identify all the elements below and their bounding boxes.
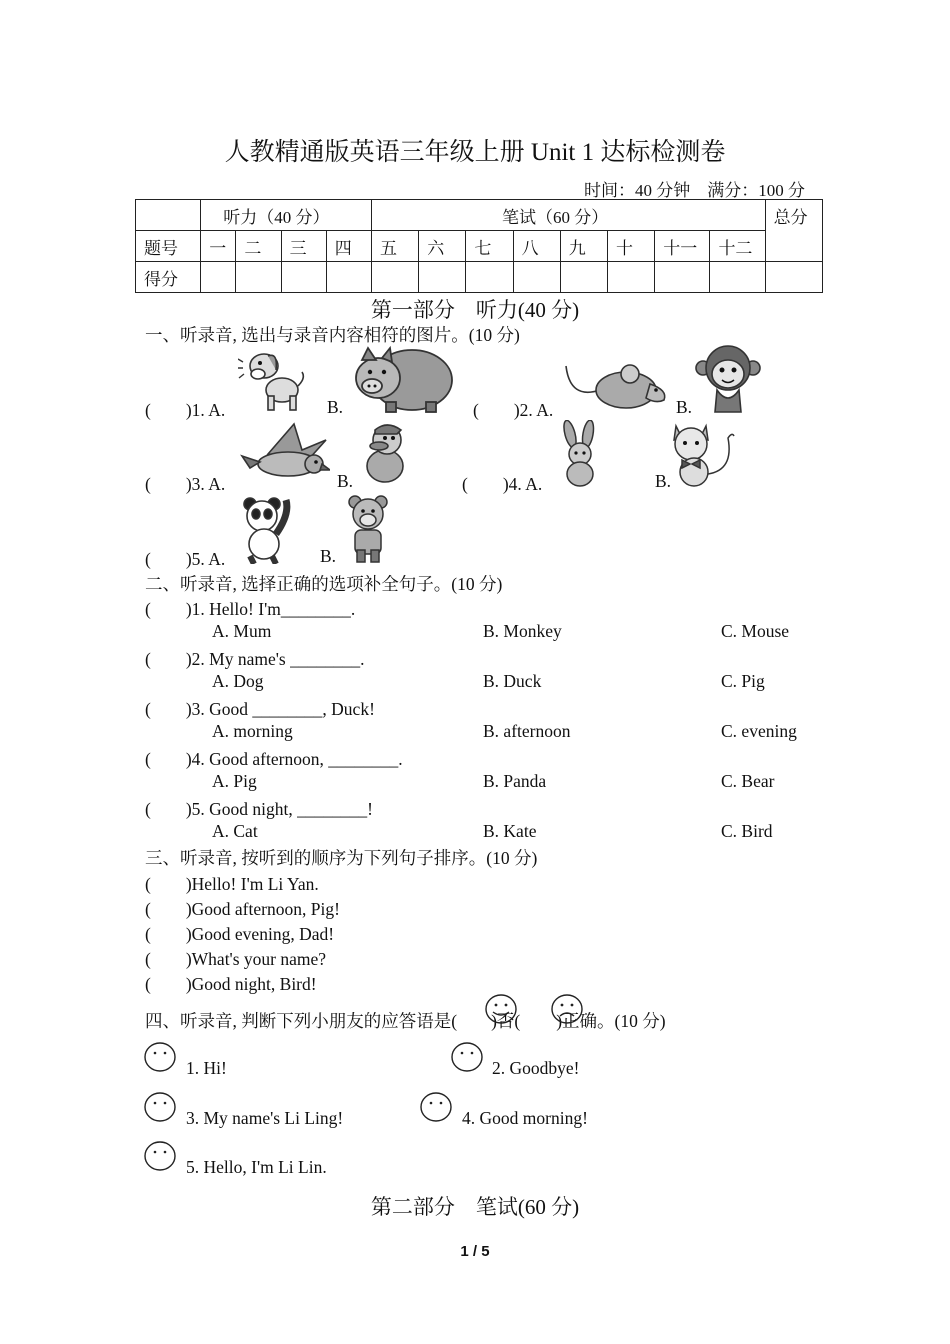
qnum-cell: 八 xyxy=(513,231,560,262)
score-cell xyxy=(608,262,655,293)
sec3-item: ( )Good night, Bird! xyxy=(145,974,317,994)
qnum-cell: 四 xyxy=(326,231,371,262)
qnum-cell: 十 xyxy=(608,231,655,262)
sec4-heading-part: )否( xyxy=(491,1011,521,1031)
score-cell xyxy=(513,262,560,293)
score-cell xyxy=(326,262,371,293)
sec2-q4: ( )4. Good afternoon, ________. xyxy=(145,749,403,769)
qnum-cell: 十一 xyxy=(655,231,710,262)
sec3-heading: 三、听录音, 按听到的顺序为下列句子排序。(10 分) xyxy=(145,848,538,868)
score-cell xyxy=(419,262,466,293)
qnum-cell: 十二 xyxy=(710,231,765,262)
q4-b-label: B. xyxy=(655,471,672,491)
part2-title: 第二部分 笔试(60 分) xyxy=(370,1195,580,1219)
q3-label: ( )3. A. xyxy=(145,474,226,494)
corner-cell xyxy=(136,200,201,231)
duck-picture xyxy=(357,420,411,486)
total-header: 总分 xyxy=(765,200,822,262)
qnum-cell: 六 xyxy=(419,231,466,262)
page-title: 人教精通版英语三年级上册 Unit 1 达标检测卷 xyxy=(224,139,726,166)
score-table xyxy=(135,199,823,293)
sec2-q4-option-c: C. Bear xyxy=(721,771,775,791)
score-cell xyxy=(281,262,326,293)
sec4-item: 1. Hi! xyxy=(186,1058,227,1078)
q5-label: ( )5. A. xyxy=(145,549,226,569)
sec3-item: ( )Good afternoon, Pig! xyxy=(145,899,340,919)
qnum-cell: 一 xyxy=(201,231,236,262)
score-cell xyxy=(655,262,710,293)
sec2-q3-option-a: A. morning xyxy=(212,721,293,741)
blank-face-icon xyxy=(144,1092,176,1122)
sec2-q5-option-c: C. Bird xyxy=(721,821,773,841)
q2-label: ( )2. A. xyxy=(473,400,554,420)
part1-title: 第一部分 听力(40 分) xyxy=(370,298,580,322)
blank-face-icon xyxy=(144,1042,176,1072)
blank-face-icon xyxy=(144,1141,176,1171)
sec2-q1-option-a: A. Mum xyxy=(212,621,272,641)
sec1-heading: 一、听录音, 选出与录音内容相符的图片。(10 分) xyxy=(145,325,520,345)
q1-b-label: B. xyxy=(327,397,344,417)
sec2-q1-option-b: B. Monkey xyxy=(483,621,562,641)
sec4-item: 2. Goodbye! xyxy=(492,1058,580,1078)
smile-face-icon xyxy=(484,993,518,1025)
sec2-q3-option-b: B. afternoon xyxy=(483,721,571,741)
page-number: 1 / 5 xyxy=(460,1243,490,1260)
sec2-q5-option-a: A. Cat xyxy=(212,821,258,841)
bear-picture xyxy=(345,494,393,564)
q2-b-label: B. xyxy=(676,397,693,417)
score-label: 得分 xyxy=(136,262,201,293)
score-cell xyxy=(466,262,513,293)
rabbit-picture xyxy=(556,420,606,488)
sec2-q4-option-a: A. Pig xyxy=(212,771,257,791)
q5-b-label: B. xyxy=(320,546,337,566)
sec2-q1: ( )1. Hello! I'm________. xyxy=(145,599,356,619)
qnum-cell: 三 xyxy=(281,231,326,262)
monkey-picture xyxy=(693,344,763,414)
score-cell xyxy=(371,262,418,293)
qnum-cell: 五 xyxy=(371,231,418,262)
sec3-item: ( )Good evening, Dad! xyxy=(145,924,335,944)
mouse-picture xyxy=(560,360,672,412)
sec2-q3-option-c: C. evening xyxy=(721,721,797,741)
sec2-q1-option-c: C. Mouse xyxy=(721,621,790,641)
sec2-q4-option-b: B. Panda xyxy=(483,771,547,791)
sec4-item: 5. Hello, I'm Li Lin. xyxy=(186,1157,327,1177)
q1-label: ( )1. A. xyxy=(145,400,226,420)
sec3-item: ( )Hello! I'm Li Yan. xyxy=(145,874,319,894)
exam-meta: 时间：40 分钟 满分：100 分 xyxy=(584,181,805,200)
score-cell xyxy=(201,262,236,293)
sec2-q5: ( )5. Good night, ________! xyxy=(145,799,373,819)
sec4-heading-part: )正确。(10 分) xyxy=(556,1011,666,1031)
score-cell xyxy=(236,262,281,293)
sec4-item: 3. My name's Li Ling! xyxy=(186,1108,344,1128)
sec2-q2: ( )2. My name's ________. xyxy=(145,649,365,669)
qnum-cell: 七 xyxy=(466,231,513,262)
bird-picture xyxy=(238,420,330,486)
listening-header: 听力（40 分） xyxy=(201,200,372,231)
qnum-cell: 二 xyxy=(236,231,281,262)
dog-picture xyxy=(238,344,308,414)
sec4-heading xyxy=(145,1008,666,1033)
writing-header: 笔试（60 分） xyxy=(371,200,765,231)
blank-face-icon xyxy=(451,1042,483,1072)
sec3-item: ( )What's your name? xyxy=(145,949,327,969)
score-cell xyxy=(560,262,607,293)
blank-face-icon xyxy=(420,1092,452,1122)
sec2-q2-option-b: B. Duck xyxy=(483,671,542,691)
cat-picture xyxy=(668,418,736,490)
question-no-label: 题号 xyxy=(136,231,201,262)
sad-face-icon xyxy=(550,993,584,1025)
sec4-item: 4. Good morning! xyxy=(462,1108,588,1128)
sec2-q2-option-a: A. Dog xyxy=(212,671,264,691)
sec2-q2-option-c: C. Pig xyxy=(721,671,765,691)
sec2-q5-option-b: B. Kate xyxy=(483,821,537,841)
sec4-heading-part: 四、听录音, 判断下列小朋友的应答语是( xyxy=(145,1011,458,1031)
qnum-cell: 九 xyxy=(560,231,607,262)
sec2-q3: ( )3. Good ________, Duck! xyxy=(145,699,375,719)
q4-label: ( )4. A. xyxy=(462,474,543,494)
pig-picture xyxy=(352,344,454,414)
q3-b-label: B. xyxy=(337,471,354,491)
score-cell xyxy=(765,262,822,293)
sec2-heading: 二、听录音, 选择正确的选项补全句子。(10 分) xyxy=(145,574,503,594)
score-cell xyxy=(710,262,765,293)
panda-picture xyxy=(240,494,292,564)
